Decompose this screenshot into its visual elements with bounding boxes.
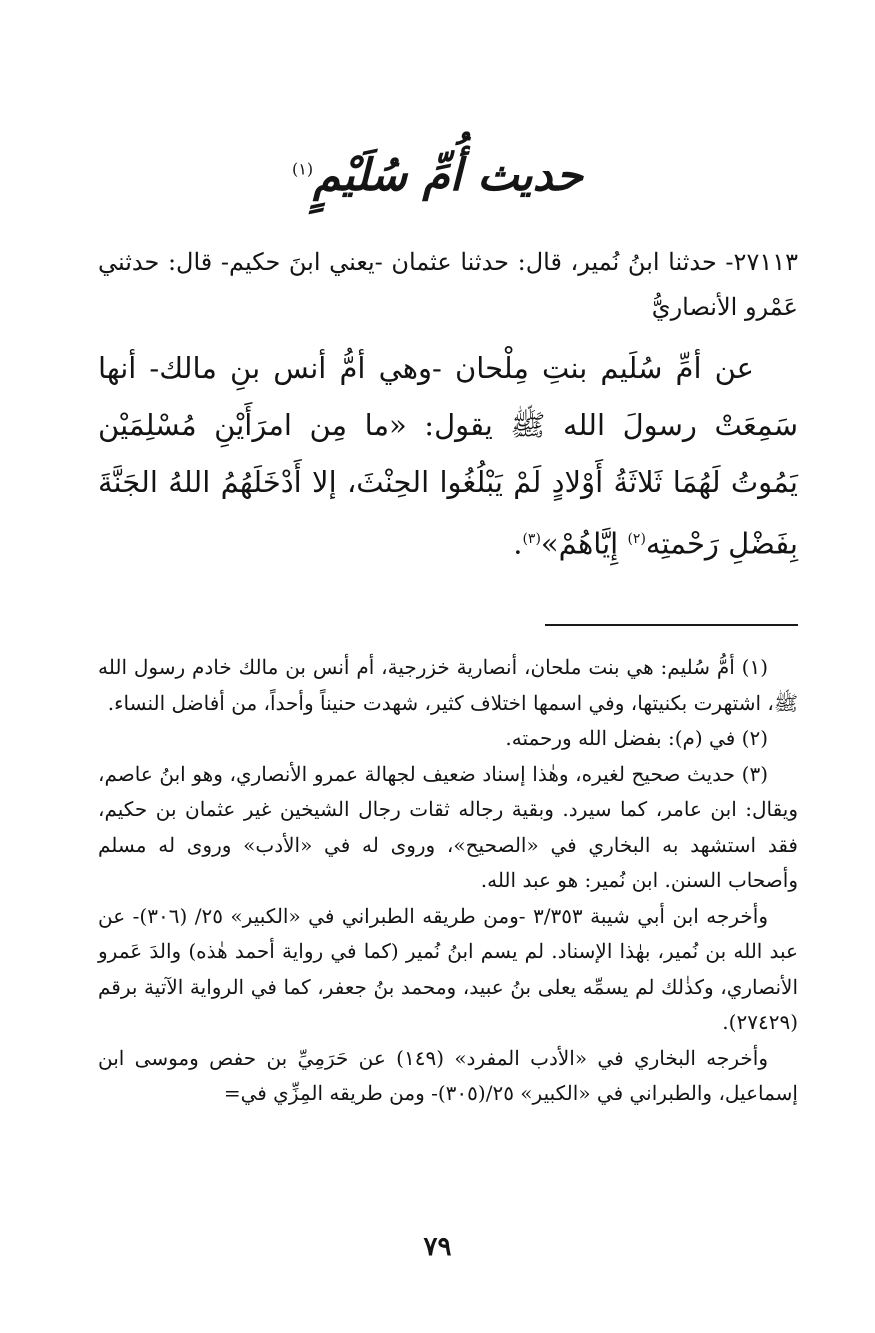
footnote-3-takhrij-1: وأخرجه ابن أبي شيبة ٣/٣٥٣ -ومن طريقه الطبراني في «الكبير» ٢٥/ (٣٠٦)- عن عبد الله بن نُمير، بهٰذا الإسناد. لم يسم ابنُ نُمير (كما في رواية أحمد هٰذه) والدَ عَمرو الأنصاري، وكذٰلك لم يسمِّه يعلى بنُ عبيد، ومحمد بنُ جعفر، كما في الرواية الآتية برقم (٢٧٤٢٩). — [98, 903, 798, 1034]
footnote-3: (٣) حديث صحيح لغيره، وهٰذا إسناد ضعيف لجهالة عمرو الأنصاري، وهو ابنُ عاصم، ويقال: ابن عامر، كما سيرد. وبقية رجاله ثقات رجال الشيخين غير عثمان بن حكيم، فقد استشهد به البخاري في «الصحيح»، وروى له في «الأدب» وروى له مسلم وأصحاب السنن. ابن نُمير: هو عبد الله. — [98, 761, 798, 892]
footnote-1: (١) أمُّ سُليم: هي بنت ملحان، أنصارية خزرجية، أم أنس بن مالك خادم رسول الله ﷺ، اشتهرت بكنيتها، وفي اسمها اختلاف كثير، شهدت حنيناً وأحداً، من أفاضل النساء. — [98, 655, 798, 715]
hadith-text-block — [98, 340, 798, 573]
hadith-text-end: . — [513, 526, 523, 561]
chapter-title-text: حديث أُمِّ سُلَيْمٍ — [313, 150, 583, 201]
footnote-3-takhrij-2: وأخرجه البخاري في «الأدب المفرد» (١٤٩) عن حَرَمِيِّ بن حفص وموسى ابن إسماعيل، والطبراني في «الكبير» ٢٥/(٣٠٥)- ومن طريقه المِزِّي في= — [98, 1045, 798, 1105]
title-footnote-mark: (١) — [292, 159, 314, 179]
hadith-text-part2: إِيَّاهُمْ» — [540, 526, 628, 561]
hadith-text-part1: عن أمِّ سُلَيم بنتِ مِلْحان -وهي أمُّ أنس بنِ مالك- أنها سَمِعَتْ رسولَ الله ﷺ يقول: «ما مِن امرَأَيْنِ مُسْلِمَيْن يَمُوتُ لَهُمَا ثَلاثَةُ أَوْلادٍ لَمْ يَبْلُغُوا الحِنْثَ، إلا أَدْخَلَهُمُ اللهُ الجَنَّةَ بِفَضْلِ رَحْمتِه — [98, 351, 798, 561]
footnote-divider — [545, 624, 798, 626]
footnote-2: (٢) في (م): بفضل الله ورحمته. — [505, 726, 768, 750]
footnotes — [98, 650, 798, 1112]
hadith-chain: ٢٧١١٣- حدثنا ابنُ نُمير، قال: حدثنا عثمان -يعني ابنَ حكيم- قال: حدثني عَمْرو الأنصاريُّ — [98, 248, 798, 321]
hadith-text — [98, 340, 798, 573]
footnote-mark-3: (٣) — [522, 531, 541, 547]
footnote-mark-2: (٢) — [627, 531, 646, 547]
chapter-title — [0, 150, 875, 201]
page-number: ٧٩ — [423, 1232, 452, 1262]
